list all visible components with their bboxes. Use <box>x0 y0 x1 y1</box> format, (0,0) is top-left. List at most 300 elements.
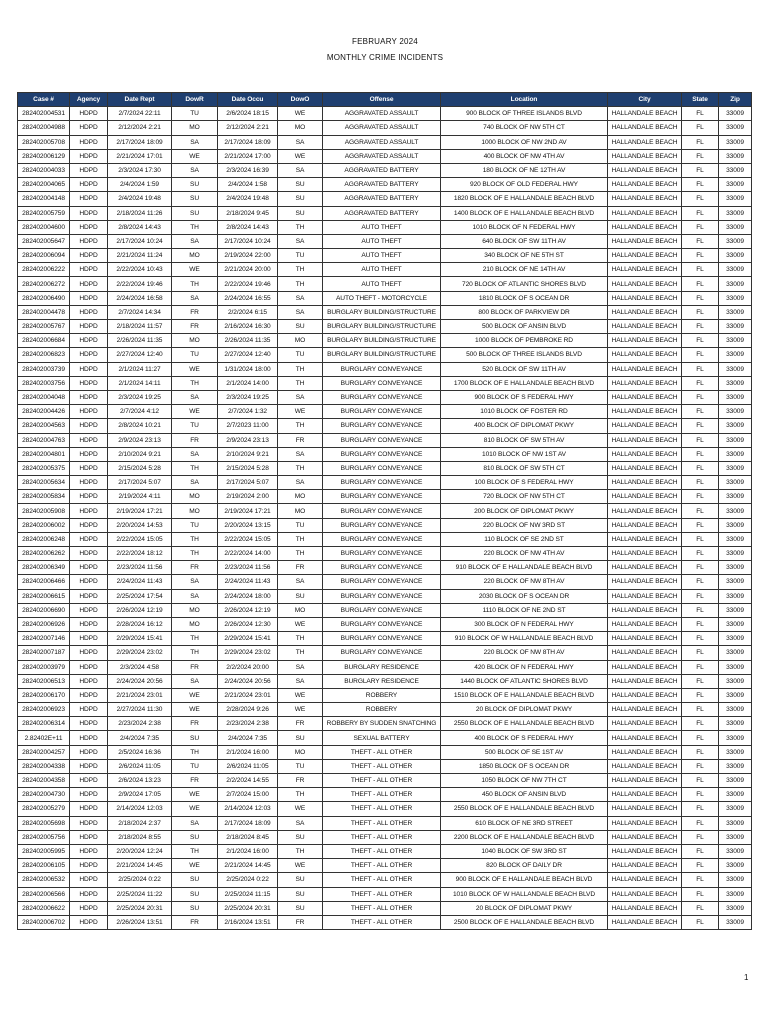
cell-offense: BURGLARY CONVEYANCE <box>323 490 441 504</box>
cell-date-occurred: 2/26/2024 12:30 <box>218 617 278 631</box>
cell-date-occurred: 2/3/2024 16:39 <box>218 163 278 177</box>
cell-dow-reported: FR <box>172 774 218 788</box>
cell-date-occurred: 2/12/2024 2:21 <box>218 121 278 135</box>
cell-zip: 33009 <box>719 617 752 631</box>
column-header-zip: Zip <box>719 93 752 107</box>
cell-case-number: 282402006466 <box>18 575 70 589</box>
cell-case-number: 282402006105 <box>18 859 70 873</box>
cell-agency: HDPD <box>70 348 108 362</box>
cell-date-occurred: 2/10/2024 9:21 <box>218 447 278 461</box>
cell-state: FL <box>682 419 719 433</box>
cell-dow-reported: MO <box>172 334 218 348</box>
cell-zip: 33009 <box>719 348 752 362</box>
cell-date-reported: 2/23/2024 2:38 <box>108 717 172 731</box>
table-row <box>18 163 752 177</box>
cell-date-occurred: 2/20/2024 13:15 <box>218 518 278 532</box>
cell-city: HALLANDALE BEACH <box>608 745 682 759</box>
cell-agency: HDPD <box>70 774 108 788</box>
cell-date-reported: 2/25/2024 0:22 <box>108 873 172 887</box>
cell-city: HALLANDALE BEACH <box>608 447 682 461</box>
cell-state: FL <box>682 859 719 873</box>
cell-case-number: 282402005995 <box>18 844 70 858</box>
cell-dow-occurred: WE <box>278 703 323 717</box>
crime-incidents-table <box>17 92 752 930</box>
cell-date-reported: 2/18/2024 2:37 <box>108 816 172 830</box>
cell-date-reported: 2/22/2024 15:05 <box>108 532 172 546</box>
cell-offense: BURGLARY BUILDING/STRUCTURE <box>323 334 441 348</box>
cell-dow-reported: SU <box>172 192 218 206</box>
cell-dow-occurred: TH <box>278 277 323 291</box>
cell-location: 1010 BLOCK OF FOSTER RD <box>441 405 608 419</box>
cell-location: 1010 BLOCK OF NW 1ST AV <box>441 447 608 461</box>
cell-case-number: 282402005375 <box>18 461 70 475</box>
cell-dow-occurred: SU <box>278 178 323 192</box>
cell-dow-reported: TH <box>172 220 218 234</box>
cell-date-reported: 2/1/2024 11:27 <box>108 362 172 376</box>
cell-state: FL <box>682 121 719 135</box>
cell-location: 810 BLOCK OF SW 5TH AV <box>441 433 608 447</box>
cell-case-number: 282402003979 <box>18 660 70 674</box>
column-header-date-reported: Date Rept <box>108 93 172 107</box>
report-month-heading: FEBRUARY 2024 <box>352 37 418 46</box>
cell-dow-reported: SU <box>172 873 218 887</box>
cell-date-reported: 2/27/2024 12:40 <box>108 348 172 362</box>
cell-city: HALLANDALE BEACH <box>608 362 682 376</box>
cell-agency: HDPD <box>70 433 108 447</box>
cell-case-number: 282402004048 <box>18 390 70 404</box>
cell-case-number: 282402005647 <box>18 234 70 248</box>
cell-offense: AGGRAVATED ASSAULT <box>323 135 441 149</box>
cell-date-occurred: 2/24/2024 18:00 <box>218 589 278 603</box>
cell-city: HALLANDALE BEACH <box>608 376 682 390</box>
cell-dow-occurred: TH <box>278 646 323 660</box>
cell-case-number: 282402006926 <box>18 617 70 631</box>
cell-dow-reported: SA <box>172 135 218 149</box>
cell-city: HALLANDALE BEACH <box>608 206 682 220</box>
cell-location: 400 BLOCK OF NW 4TH AV <box>441 149 608 163</box>
cell-state: FL <box>682 376 719 390</box>
cell-dow-reported: SA <box>172 291 218 305</box>
cell-date-occurred: 2/23/2024 2:38 <box>218 717 278 731</box>
cell-agency: HDPD <box>70 632 108 646</box>
cell-case-number: 282402004358 <box>18 774 70 788</box>
cell-state: FL <box>682 107 719 121</box>
table-row <box>18 249 752 263</box>
cell-city: HALLANDALE BEACH <box>608 589 682 603</box>
cell-case-number: 282402004763 <box>18 433 70 447</box>
cell-date-occurred: 2/2/2024 6:15 <box>218 305 278 319</box>
cell-date-reported: 2/8/2024 10:21 <box>108 419 172 433</box>
cell-date-reported: 2/22/2024 10:43 <box>108 263 172 277</box>
cell-date-reported: 2/9/2024 17:05 <box>108 788 172 802</box>
table-row <box>18 887 752 901</box>
cell-date-reported: 2/26/2024 11:35 <box>108 334 172 348</box>
cell-city: HALLANDALE BEACH <box>608 816 682 830</box>
cell-date-occurred: 2/17/2024 10:24 <box>218 234 278 248</box>
table-row <box>18 433 752 447</box>
table-row <box>18 334 752 348</box>
cell-offense: AUTO THEFT <box>323 234 441 248</box>
cell-state: FL <box>682 873 719 887</box>
table-row <box>18 561 752 575</box>
cell-agency: HDPD <box>70 745 108 759</box>
cell-agency: HDPD <box>70 163 108 177</box>
cell-location: 500 BLOCK OF ANSIN BLVD <box>441 320 608 334</box>
cell-case-number: 282402005834 <box>18 490 70 504</box>
table-row <box>18 121 752 135</box>
cell-zip: 33009 <box>719 774 752 788</box>
cell-dow-occurred: SU <box>278 589 323 603</box>
cell-dow-occurred: FR <box>278 774 323 788</box>
cell-offense: BURGLARY BUILDING/STRUCTURE <box>323 320 441 334</box>
cell-case-number: 282402006248 <box>18 532 70 546</box>
cell-state: FL <box>682 362 719 376</box>
cell-state: FL <box>682 575 719 589</box>
cell-agency: HDPD <box>70 561 108 575</box>
cell-city: HALLANDALE BEACH <box>608 305 682 319</box>
table-row <box>18 660 752 674</box>
cell-date-reported: 2/14/2024 12:03 <box>108 802 172 816</box>
cell-date-reported: 2/26/2024 13:51 <box>108 915 172 929</box>
cell-dow-occurred: WE <box>278 688 323 702</box>
cell-dow-occurred: WE <box>278 405 323 419</box>
cell-offense: AGGRAVATED ASSAULT <box>323 149 441 163</box>
cell-date-occurred: 2/29/2024 23:02 <box>218 646 278 660</box>
cell-dow-occurred: MO <box>278 504 323 518</box>
cell-offense: THEFT - ALL OTHER <box>323 901 441 915</box>
cell-date-reported: 2/7/2024 4:12 <box>108 405 172 419</box>
cell-dow-occurred: WE <box>278 617 323 631</box>
column-header-date-occurred: Date Occu <box>218 93 278 107</box>
cell-agency: HDPD <box>70 291 108 305</box>
cell-city: HALLANDALE BEACH <box>608 731 682 745</box>
cell-location: 720 BLOCK OF ATLANTIC SHORES BLVD <box>441 277 608 291</box>
table-row <box>18 575 752 589</box>
cell-location: 500 BLOCK OF THREE ISLANDS BLVD <box>441 348 608 362</box>
cell-dow-reported: SA <box>172 674 218 688</box>
cell-dow-occurred: MO <box>278 745 323 759</box>
cell-city: HALLANDALE BEACH <box>608 476 682 490</box>
cell-dow-occurred: SU <box>278 731 323 745</box>
cell-offense: AUTO THEFT <box>323 249 441 263</box>
cell-agency: HDPD <box>70 107 108 121</box>
cell-location: 2500 BLOCK OF E HALLANDALE BEACH BLVD <box>441 915 608 929</box>
cell-dow-reported: SU <box>172 206 218 220</box>
cell-case-number: 282402004338 <box>18 759 70 773</box>
cell-agency: HDPD <box>70 660 108 674</box>
cell-case-number: 282402004988 <box>18 121 70 135</box>
cell-state: FL <box>682 887 719 901</box>
cell-case-number: 282402006129 <box>18 149 70 163</box>
cell-offense: AUTO THEFT - MOTORCYCLE <box>323 291 441 305</box>
cell-agency: HDPD <box>70 504 108 518</box>
cell-city: HALLANDALE BEACH <box>608 348 682 362</box>
cell-agency: HDPD <box>70 376 108 390</box>
cell-date-reported: 2/24/2024 16:58 <box>108 291 172 305</box>
table-row <box>18 490 752 504</box>
cell-zip: 33009 <box>719 461 752 475</box>
cell-dow-reported: SA <box>172 575 218 589</box>
cell-dow-occurred: SA <box>278 163 323 177</box>
cell-offense: BURGLARY BUILDING/STRUCTURE <box>323 305 441 319</box>
cell-state: FL <box>682 759 719 773</box>
cell-dow-occurred: TU <box>278 249 323 263</box>
cell-state: FL <box>682 816 719 830</box>
cell-agency: HDPD <box>70 575 108 589</box>
cell-offense: AGGRAVATED BATTERY <box>323 178 441 192</box>
cell-date-reported: 2/12/2024 2:21 <box>108 121 172 135</box>
cell-city: HALLANDALE BEACH <box>608 873 682 887</box>
cell-state: FL <box>682 561 719 575</box>
cell-dow-occurred: SA <box>278 674 323 688</box>
cell-location: 20 BLOCK OF DIPLOMAT PKWY <box>441 703 608 717</box>
cell-location: 800 BLOCK OF PARKVIEW DR <box>441 305 608 319</box>
cell-zip: 33009 <box>719 305 752 319</box>
cell-dow-reported: MO <box>172 617 218 631</box>
cell-agency: HDPD <box>70 390 108 404</box>
cell-agency: HDPD <box>70 603 108 617</box>
cell-case-number: 282402003756 <box>18 376 70 390</box>
cell-zip: 33009 <box>719 901 752 915</box>
cell-location: 300 BLOCK OF N FEDERAL HWY <box>441 617 608 631</box>
cell-date-reported: 2/24/2024 11:43 <box>108 575 172 589</box>
cell-location: 900 BLOCK OF S FEDERAL HWY <box>441 390 608 404</box>
cell-state: FL <box>682 149 719 163</box>
cell-date-occurred: 2/6/2024 18:15 <box>218 107 278 121</box>
cell-agency: HDPD <box>70 206 108 220</box>
cell-dow-reported: FR <box>172 433 218 447</box>
table-row <box>18 263 752 277</box>
table-row <box>18 178 752 192</box>
table-row <box>18 192 752 206</box>
cell-dow-reported: MO <box>172 504 218 518</box>
cell-offense: SEXUAL BATTERY <box>323 731 441 745</box>
cell-zip: 33009 <box>719 703 752 717</box>
cell-location: 220 BLOCK OF NW 3RD ST <box>441 518 608 532</box>
cell-dow-occurred: WE <box>278 107 323 121</box>
cell-location: 640 BLOCK OF SW 11TH AV <box>441 234 608 248</box>
cell-city: HALLANDALE BEACH <box>608 617 682 631</box>
cell-city: HALLANDALE BEACH <box>608 249 682 263</box>
cell-case-number: 282402004531 <box>18 107 70 121</box>
cell-date-reported: 2/17/2024 5:07 <box>108 476 172 490</box>
cell-city: HALLANDALE BEACH <box>608 334 682 348</box>
cell-dow-reported: SA <box>172 816 218 830</box>
cell-case-number: 282402006314 <box>18 717 70 731</box>
cell-offense: AGGRAVATED ASSAULT <box>323 121 441 135</box>
cell-zip: 33009 <box>719 291 752 305</box>
cell-dow-reported: TH <box>172 461 218 475</box>
cell-city: HALLANDALE BEACH <box>608 263 682 277</box>
cell-agency: HDPD <box>70 915 108 929</box>
cell-location: 1000 BLOCK OF PEMBROKE RD <box>441 334 608 348</box>
cell-zip: 33009 <box>719 376 752 390</box>
cell-city: HALLANDALE BEACH <box>608 149 682 163</box>
cell-case-number: 282402006690 <box>18 603 70 617</box>
cell-date-reported: 2/20/2024 12:24 <box>108 844 172 858</box>
cell-dow-reported: TH <box>172 844 218 858</box>
cell-state: FL <box>682 745 719 759</box>
cell-city: HALLANDALE BEACH <box>608 660 682 674</box>
cell-offense: AGGRAVATED ASSAULT <box>323 107 441 121</box>
cell-date-occurred: 2/1/2024 16:00 <box>218 844 278 858</box>
cell-agency: HDPD <box>70 646 108 660</box>
cell-date-reported: 2/23/2024 11:56 <box>108 561 172 575</box>
cell-state: FL <box>682 234 719 248</box>
table-row <box>18 745 752 759</box>
table-row <box>18 703 752 717</box>
cell-date-occurred: 2/26/2024 11:35 <box>218 334 278 348</box>
cell-dow-reported: MO <box>172 121 218 135</box>
cell-date-occurred: 2/19/2024 17:21 <box>218 504 278 518</box>
cell-city: HALLANDALE BEACH <box>608 901 682 915</box>
cell-state: FL <box>682 206 719 220</box>
table-row <box>18 603 752 617</box>
cell-zip: 33009 <box>719 887 752 901</box>
cell-dow-reported: TU <box>172 107 218 121</box>
cell-dow-reported: SA <box>172 476 218 490</box>
cell-city: HALLANDALE BEACH <box>608 532 682 546</box>
cell-dow-reported: SA <box>172 589 218 603</box>
cell-case-number: 282402005908 <box>18 504 70 518</box>
cell-state: FL <box>682 390 719 404</box>
cell-state: FL <box>682 291 719 305</box>
cell-dow-occurred: SA <box>278 234 323 248</box>
cell-zip: 33009 <box>719 249 752 263</box>
cell-city: HALLANDALE BEACH <box>608 830 682 844</box>
cell-location: 420 BLOCK OF N FEDERAL HWY <box>441 660 608 674</box>
cell-date-reported: 2/25/2024 11:22 <box>108 887 172 901</box>
cell-case-number: 282402006170 <box>18 688 70 702</box>
table-row <box>18 830 752 844</box>
cell-date-reported: 2/7/2024 22:11 <box>108 107 172 121</box>
cell-date-reported: 2/20/2024 14:53 <box>108 518 172 532</box>
cell-agency: HDPD <box>70 901 108 915</box>
cell-state: FL <box>682 688 719 702</box>
cell-date-occurred: 2/19/2024 22:00 <box>218 249 278 263</box>
cell-case-number: 282402004148 <box>18 192 70 206</box>
cell-state: FL <box>682 249 719 263</box>
cell-zip: 33009 <box>719 603 752 617</box>
cell-date-reported: 2/15/2024 5:28 <box>108 461 172 475</box>
cell-date-occurred: 2/1/2024 14:00 <box>218 376 278 390</box>
cell-agency: HDPD <box>70 249 108 263</box>
cell-offense: BURGLARY CONVEYANCE <box>323 518 441 532</box>
cell-state: FL <box>682 802 719 816</box>
cell-state: FL <box>682 192 719 206</box>
table-row <box>18 532 752 546</box>
cell-city: HALLANDALE BEACH <box>608 688 682 702</box>
cell-state: FL <box>682 220 719 234</box>
table-row <box>18 901 752 915</box>
cell-date-reported: 2/21/2024 23:01 <box>108 688 172 702</box>
cell-date-reported: 2/4/2024 1:59 <box>108 178 172 192</box>
cell-date-reported: 2/18/2024 11:26 <box>108 206 172 220</box>
cell-location: 200 BLOCK OF DIPLOMAT PKWY <box>441 504 608 518</box>
table-row <box>18 859 752 873</box>
cell-date-reported: 2/10/2024 9:21 <box>108 447 172 461</box>
report-title: MONTHLY CRIME INCIDENTS <box>326 53 444 62</box>
cell-agency: HDPD <box>70 887 108 901</box>
cell-offense: AGGRAVATED BATTERY <box>323 206 441 220</box>
cell-state: FL <box>682 603 719 617</box>
cell-state: FL <box>682 490 719 504</box>
cell-location: 810 BLOCK OF SW 5TH CT <box>441 461 608 475</box>
cell-zip: 33009 <box>719 674 752 688</box>
cell-agency: HDPD <box>70 717 108 731</box>
cell-state: FL <box>682 163 719 177</box>
cell-location: 450 BLOCK OF ANSIN BLVD <box>441 788 608 802</box>
cell-location: 820 BLOCK OF DAILY DR <box>441 859 608 873</box>
cell-date-occurred: 2/23/2024 11:56 <box>218 561 278 575</box>
cell-date-occurred: 2/2/2024 14:55 <box>218 774 278 788</box>
cell-location: 900 BLOCK OF E HALLANDALE BEACH BLVD <box>441 873 608 887</box>
column-header-dow-occurred: DowO <box>278 93 323 107</box>
cell-state: FL <box>682 334 719 348</box>
cell-offense: THEFT - ALL OTHER <box>323 915 441 929</box>
cell-location: 1040 BLOCK OF SW 3RD ST <box>441 844 608 858</box>
cell-dow-occurred: MO <box>278 490 323 504</box>
cell-dow-occurred: SA <box>278 575 323 589</box>
cell-agency: HDPD <box>70 447 108 461</box>
cell-date-occurred: 2/17/2024 5:07 <box>218 476 278 490</box>
table-row <box>18 547 752 561</box>
cell-date-occurred: 1/31/2024 18:00 <box>218 362 278 376</box>
cell-date-occurred: 2/22/2024 19:46 <box>218 277 278 291</box>
cell-dow-reported: SA <box>172 447 218 461</box>
cell-dow-reported: WE <box>172 703 218 717</box>
cell-date-occurred: 2/25/2024 0:22 <box>218 873 278 887</box>
cell-dow-reported: TH <box>172 646 218 660</box>
cell-dow-reported: FR <box>172 561 218 575</box>
cell-zip: 33009 <box>719 405 752 419</box>
cell-location: 520 BLOCK OF SW 11TH AV <box>441 362 608 376</box>
cell-location: 340 BLOCK OF NE 5TH ST <box>441 249 608 263</box>
table-row <box>18 277 752 291</box>
table-row <box>18 305 752 319</box>
cell-case-number: 282402006684 <box>18 334 70 348</box>
cell-city: HALLANDALE BEACH <box>608 703 682 717</box>
cell-state: FL <box>682 461 719 475</box>
cell-dow-occurred: TH <box>278 362 323 376</box>
cell-date-reported: 2/22/2024 19:46 <box>108 277 172 291</box>
cell-agency: HDPD <box>70 518 108 532</box>
cell-state: FL <box>682 504 719 518</box>
cell-offense: BURGLARY CONVEYANCE <box>323 547 441 561</box>
cell-location: 920 BLOCK OF OLD FEDERAL HWY <box>441 178 608 192</box>
cell-zip: 33009 <box>719 717 752 731</box>
table-row <box>18 589 752 603</box>
cell-offense: ROBBERY <box>323 703 441 717</box>
cell-date-occurred: 2/1/2024 16:00 <box>218 745 278 759</box>
cell-state: FL <box>682 518 719 532</box>
cell-date-occurred: 2/4/2024 19:48 <box>218 192 278 206</box>
cell-city: HALLANDALE BEACH <box>608 717 682 731</box>
cell-dow-reported: FR <box>172 915 218 929</box>
cell-case-number: 282402006566 <box>18 887 70 901</box>
cell-date-occurred: 2/4/2024 7:35 <box>218 731 278 745</box>
table-row <box>18 220 752 234</box>
cell-location: 610 BLOCK OF NE 3RD STREET <box>441 816 608 830</box>
cell-state: FL <box>682 476 719 490</box>
cell-offense: BURGLARY BUILDING/STRUCTURE <box>323 348 441 362</box>
cell-dow-occurred: TH <box>278 532 323 546</box>
cell-dow-occurred: FR <box>278 915 323 929</box>
cell-location: 1820 BLOCK OF E HALLANDALE BEACH BLVD <box>441 192 608 206</box>
table-body <box>18 107 752 930</box>
cell-dow-reported: WE <box>172 802 218 816</box>
cell-zip: 33009 <box>719 178 752 192</box>
